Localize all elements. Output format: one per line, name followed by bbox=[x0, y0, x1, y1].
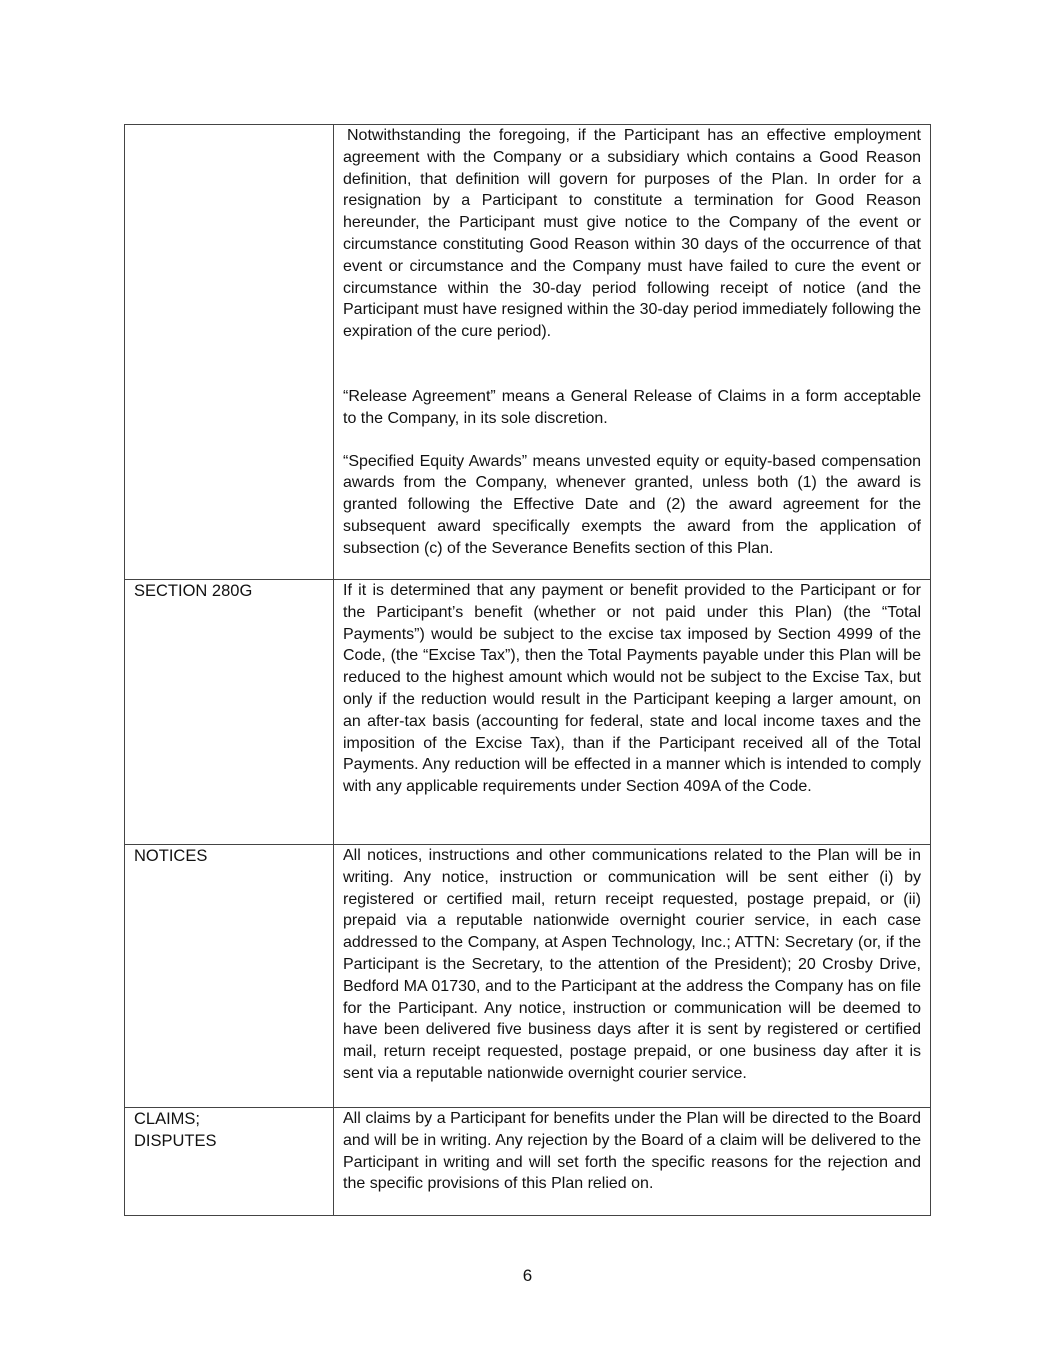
row-label-cell bbox=[125, 580, 334, 845]
table-row-notices bbox=[125, 845, 931, 1108]
plan-terms-table bbox=[124, 124, 931, 1216]
release-agreement-paragraph: “Release Agreement” means a General Release of Claims in a form acceptable to the Company, in its sole discretion. bbox=[343, 387, 921, 427]
table-row-section-280g bbox=[125, 580, 931, 845]
table-row-claims-disputes bbox=[125, 1108, 931, 1216]
good-reason-paragraph: Notwithstanding the foregoing, if the Participant has an effective employment agreement with the Company or a subsidiary which contains a Good Reason definition, that definition will govern for purposes of the Plan. In order for a resignation by a Participant to constitute a termination for Good Reason hereunder, the Participant must give notice to the Company of the event or circumstance constituting Good Reason within 30 days of the occurrence of that event or circumstance and the Company must have failed to cure the event or circumstance within the 30-day period following receipt of notice (and the Participant must have resigned within the 30-day period immediately following the expiration of the cure period). bbox=[343, 127, 921, 341]
section-280g-paragraph: If it is determined that any payment or benefit provided to the Participant or for the Participant’s benefit (whether or not paid under this Plan) (the “Total Payments”) would be subject to the excise tax imposed by Section 4999 of the Code, (the “Excise Tax”), then the Total Payments payable under this Plan will be reduced to the highest amount which would not be subject to the Excise Tax, but only if the reduction would result in the Participant keeping a larger amount, on an after-tax basis (accounting for federal, state and local income taxes and the imposition of the Excise Tax), than if the Participant received all of the Total Payments. Any reduction will be effected in a manner which is intended to comply with any applicable requirements under Section 409A of the Code. bbox=[343, 582, 921, 796]
page-number: 6 bbox=[522, 1266, 533, 1285]
definitions-cell bbox=[334, 125, 931, 580]
claims-disputes-cell bbox=[334, 1108, 931, 1216]
specified-equity-awards-paragraph: “Specified Equity Awards” means unvested equity or equity-based compensation awards from the Company, whenever granted, unless both (1) the award is granted following the Effective Date and (2) the award agreement for the subsequent award specifically exempts the award from the application of subsection (c) of the Severance Benefits section of this Plan. bbox=[343, 452, 921, 557]
notices-cell bbox=[334, 845, 931, 1108]
row-label-cell bbox=[125, 1108, 334, 1216]
notices-label: NOTICES bbox=[134, 847, 208, 865]
row-label-cell bbox=[125, 845, 334, 1108]
row-label-empty bbox=[125, 125, 334, 580]
section-280g-cell bbox=[334, 580, 931, 845]
claims-label: CLAIMS; bbox=[134, 1110, 201, 1128]
section-280g-label: SECTION 280G bbox=[134, 582, 253, 600]
claims-disputes-paragraph: All claims by a Participant for benefits under the Plan will be directed to the Board and will be in writing. Any rejection by the Board of a claim will be delivered to the Participant in writing and will set forth the specific reasons for the rejection and the specific provisions of this Plan relied on. bbox=[343, 1110, 921, 1193]
disputes-label: DISPUTES bbox=[134, 1132, 217, 1150]
notices-paragraph: All notices, instructions and other communications related to the Plan will be in writing. Any notice, instruction or communication will be sent either (i) by registered or certified mail, return receipt requested, postage prepaid, or (ii) prepaid via a reputable nationwide overnight courier service, in each case addressed to the Company, at Aspen Technology, Inc.; ATTN: Secretary (or, if the Participant is the Secretary, to the attention of the President); 20 Crosby Drive, Bedford MA 01730, and to the Participant at the address the Company has on file for the Participant. Any notice, instruction or communication will be deemed to have been delivered five business days after it is sent by registered or certified mail, return receipt requested, postage prepaid, or one business day after it is sent via a reputable nationwide overnight courier service. bbox=[343, 847, 921, 1082]
table-row-definitions-continued bbox=[125, 125, 931, 580]
